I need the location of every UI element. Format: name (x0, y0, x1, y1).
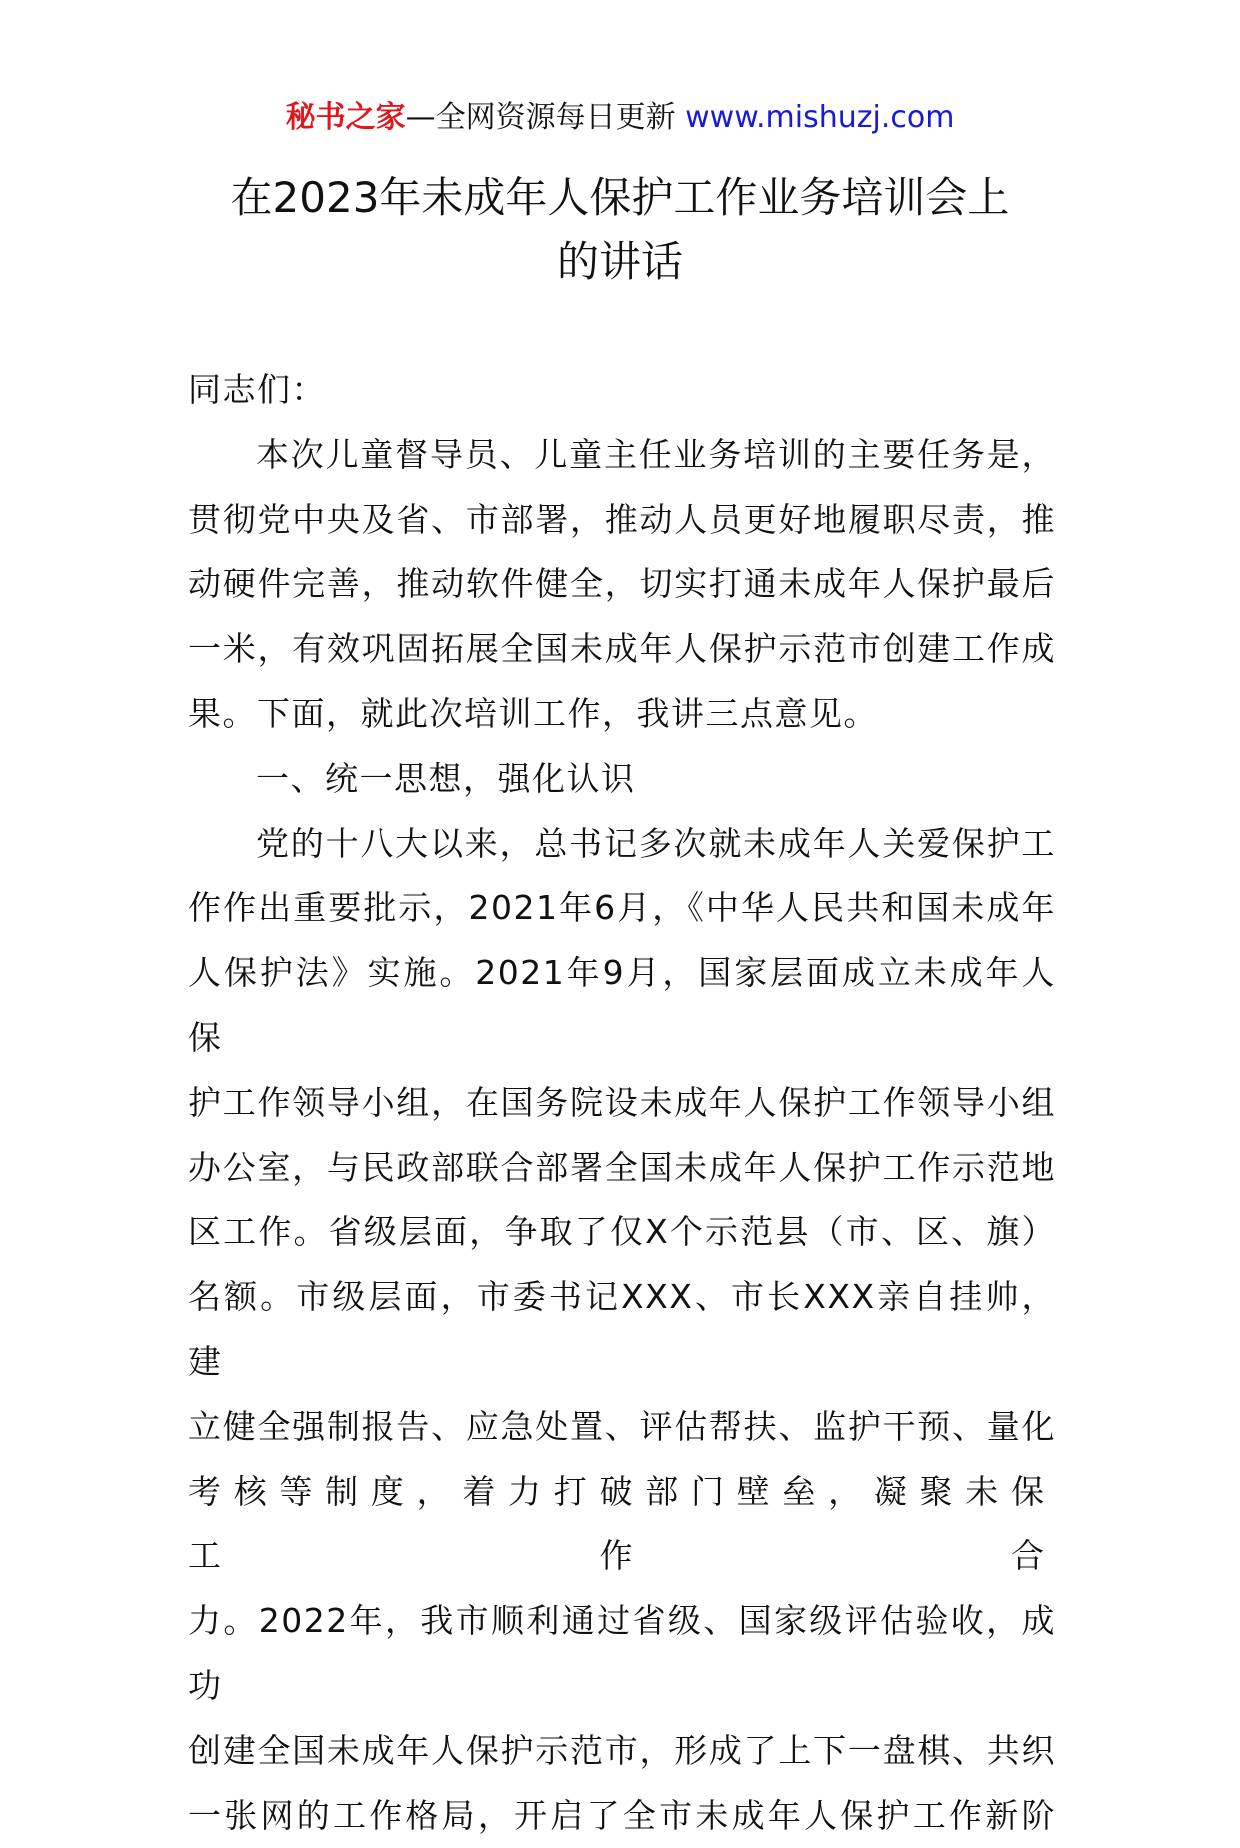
site-brand: 秘书之家 (285, 100, 406, 135)
paragraph-2-line: 区工作。省级层面，争取了仅X个示范县（市、区、旗） (188, 1212, 1056, 1252)
paragraph-2-line: 作作出重要批示，2021年6月，《中华人民共和国未成年 (188, 888, 1056, 928)
paragraph-2-line: 创建全国未成年人保护示范市，形成了上下一盘棋、共织 (188, 1730, 1056, 1770)
paragraph-1-line: 本次儿童督导员、儿童主任业务培训的主要任务是， (256, 434, 1056, 474)
paragraph-1-line: 果。下面，就此次培训工作，我讲三点意见。 (188, 693, 878, 733)
paragraph-1 (188, 423, 1056, 747)
paragraph-2-line: 办公室，与民政部联合部署全国未成年人保护工作示范地 (188, 1147, 1056, 1187)
document-title-line-1: 在2023年未成年人保护工作业务培训会上 (230, 173, 1010, 222)
paragraph-2-line: 名额。市级层面，市委书记XXX、市长XXX亲自挂帅，建 (188, 1277, 1056, 1381)
document-title (150, 166, 1090, 294)
paragraph-2-line: 护工作领导小组，在国务院设未成年人保护工作领导小组 (188, 1082, 1056, 1122)
site-header (0, 98, 1240, 138)
paragraph-2-line: 力。2022年，我市顺利通过省级、国家级评估验收，成功 (188, 1601, 1056, 1705)
site-tagline: —全网资源每日更新 (405, 100, 676, 135)
paragraph-2-line: 人保护法》实施。2021年9月，国家层面成立未成年人保 (188, 953, 1056, 1057)
paragraph-1-line: 一米，有效巩固拓展全国未成年人保护示范市创建工作成 (188, 629, 1056, 669)
paragraph-2-line: 立健全强制报告、应急处置、评估帮扶、监护干预、量化 (188, 1406, 1056, 1446)
document-body (188, 358, 1056, 1848)
section-heading-1: 一、统一思想，强化认识 (256, 758, 636, 798)
document-title-line-2: 的讲话 (556, 237, 683, 286)
paragraph-1-line: 动硬件完善，推动软件健全，切实打通未成年人保护最后 (188, 564, 1056, 604)
paragraph-2-line: 考核等制度，着力打破部门壁垒，凝聚未保工作合 (188, 1471, 1056, 1576)
paragraph-1-line: 贯彻党中央及省、市部署，推动人员更好地履职尽责，推 (188, 499, 1056, 539)
site-url-link[interactable]: www.mishuzj.com (685, 100, 955, 135)
paragraph-2 (188, 812, 1056, 1848)
salutation: 同志们： (188, 370, 326, 409)
paragraph-2-line: 党的十八大以来，总书记多次就未成年人关爱保护工 (256, 823, 1056, 863)
paragraph-2-line: 一张网的工作格局，开启了全市未成年人保护工作新阶 (188, 1795, 1056, 1835)
